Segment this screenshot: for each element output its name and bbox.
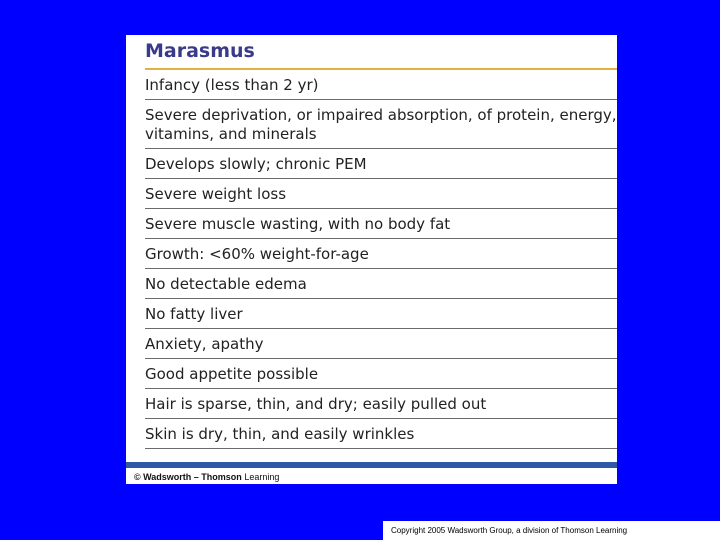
table-row: Infancy (less than 2 yr) <box>145 70 617 100</box>
publisher-credit <box>134 472 279 482</box>
table-row: Good appetite possible <box>145 359 617 389</box>
table-row: Severe deprivation, or impaired absorption, of protein, energy, vitamins, and minerals <box>145 100 617 149</box>
copyright-notice: Copyright 2005 Wadsworth Group, a division of Thomson Learning <box>383 521 720 540</box>
table-row: Anxiety, apathy <box>145 329 617 359</box>
table-row: No detectable edema <box>145 269 617 299</box>
table-row: Skin is dry, thin, and easily wrinkles <box>145 419 617 449</box>
table-row: Severe weight loss <box>145 179 617 209</box>
marasmus-table-card <box>126 35 617 484</box>
table-row: Hair is sparse, thin, and dry; easily pulled out <box>145 389 617 419</box>
table-row: Develops slowly; chronic PEM <box>145 149 617 179</box>
publisher-credit-rest: Learning <box>241 472 280 482</box>
publisher-credit-bold: © Wadsworth – Thomson <box>134 472 242 482</box>
table-row: No fatty liver <box>145 299 617 329</box>
table-row: Severe muscle wasting, with no body fat <box>145 209 617 239</box>
table-rows <box>145 70 617 449</box>
table-row: Growth: <60% weight-for-age <box>145 239 617 269</box>
table-title: Marasmus <box>145 40 255 62</box>
table-bottom-bar <box>126 462 617 468</box>
